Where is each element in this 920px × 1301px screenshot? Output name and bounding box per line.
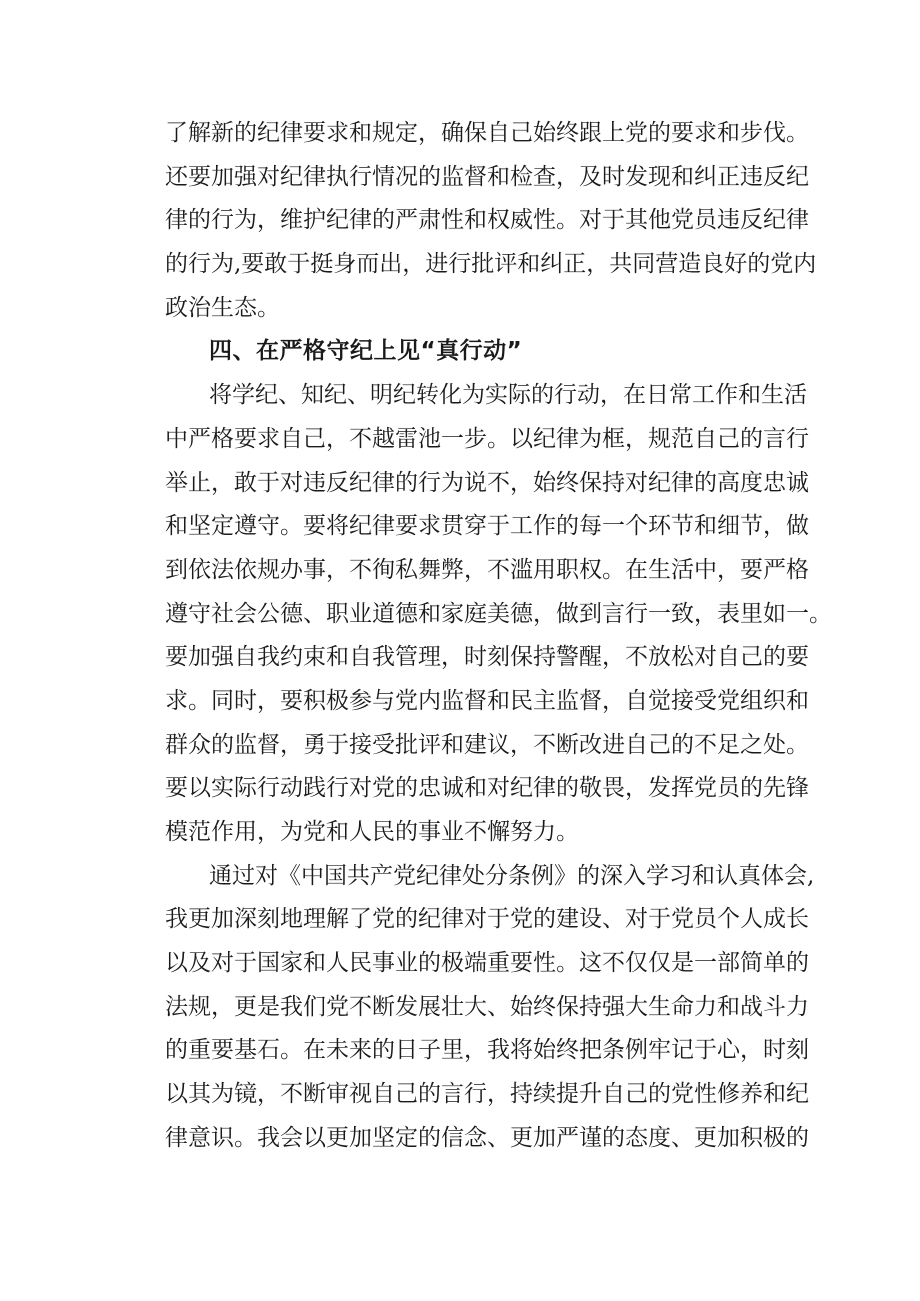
text-line: 和坚定遵守。要将纪律要求贯穿于工作的每一个环节和细节，做 — [165, 513, 809, 540]
text-line: 中严格要求自己，不越雷池一步。以纪律为框，规范自己的言行 — [165, 425, 809, 452]
text-line: 以其为镜，不断审视自己的言行，持续提升自己的党性修养和纪 — [165, 1081, 809, 1108]
text-line: 政治生态。 — [165, 294, 280, 321]
text-line: 律的行为，维护纪律的严肃性和权威性。对于其他党员违反纪律 — [165, 207, 809, 234]
text-line: 的行为,要敢于挺身而出，进行批评和纠正，共同营造良好的党内 — [165, 251, 817, 278]
paragraph-first-line: 将学纪、知纪、明纪转化为实际的行动，在日常工作和生活 — [209, 382, 807, 409]
text-line: 模范作用，为党和人民的事业不懈努力。 — [165, 819, 579, 845]
section-heading: 四、在严格守纪上见“真行动” — [209, 338, 523, 365]
document-body — [165, 112, 832, 1161]
text-line: 的重要基石。在未来的日子里，我将始终把条例牢记于心，时刻 — [165, 1037, 809, 1064]
text-line: 我更加深刻地理解了党的纪律对于党的建设、对于党员个人成长 — [165, 906, 809, 933]
text-line: 举止，敢于对违反纪律的行为说不，始终保持对纪律的高度忠诚 — [165, 469, 809, 496]
text-line: 还要加强对纪律执行情况的监督和检查，及时发现和纠正违反纪 — [165, 163, 809, 190]
text-line: 到依法依规办事，不徇私舞弊，不滥用职权。在生活中，要严格 — [165, 556, 809, 583]
text-line: 以及对于国家和人民事业的极端重要性。这不仅仅是一部简单的 — [165, 950, 809, 977]
text-line: 遵守社会公德、职业道德和家庭美德，做到言行一致，表里如一。 — [165, 600, 832, 627]
text-line: 律意识。我会以更加坚定的信念、更加严谨的态度、更加积极的 — [165, 1124, 809, 1151]
paragraph-first-line: 通过对《中国共产党纪律处分条例》的深入学习和认真体会, — [209, 862, 815, 889]
text-line: 法规，更是我们党不断发展壮大、始终保持强大生命力和战斗力 — [165, 993, 809, 1020]
text-line: 群众的监督，勇于接受批评和建议，不断改进自己的不足之处。 — [165, 731, 809, 758]
text-line: 求。同时，要积极参与党内监督和民主监督，自觉接受党组织和 — [165, 687, 809, 714]
text-line: 了解新的纪律要求和规定，确保自己始终跟上党的要求和步伐。 — [165, 120, 809, 146]
text-line: 要以实际行动践行对党的忠诚和对纪律的敬畏，发挥党员的先锋 — [165, 775, 809, 802]
text-line: 要加强自我约束和自我管理，时刻保持警醒，不放松对自己的要 — [165, 644, 809, 671]
